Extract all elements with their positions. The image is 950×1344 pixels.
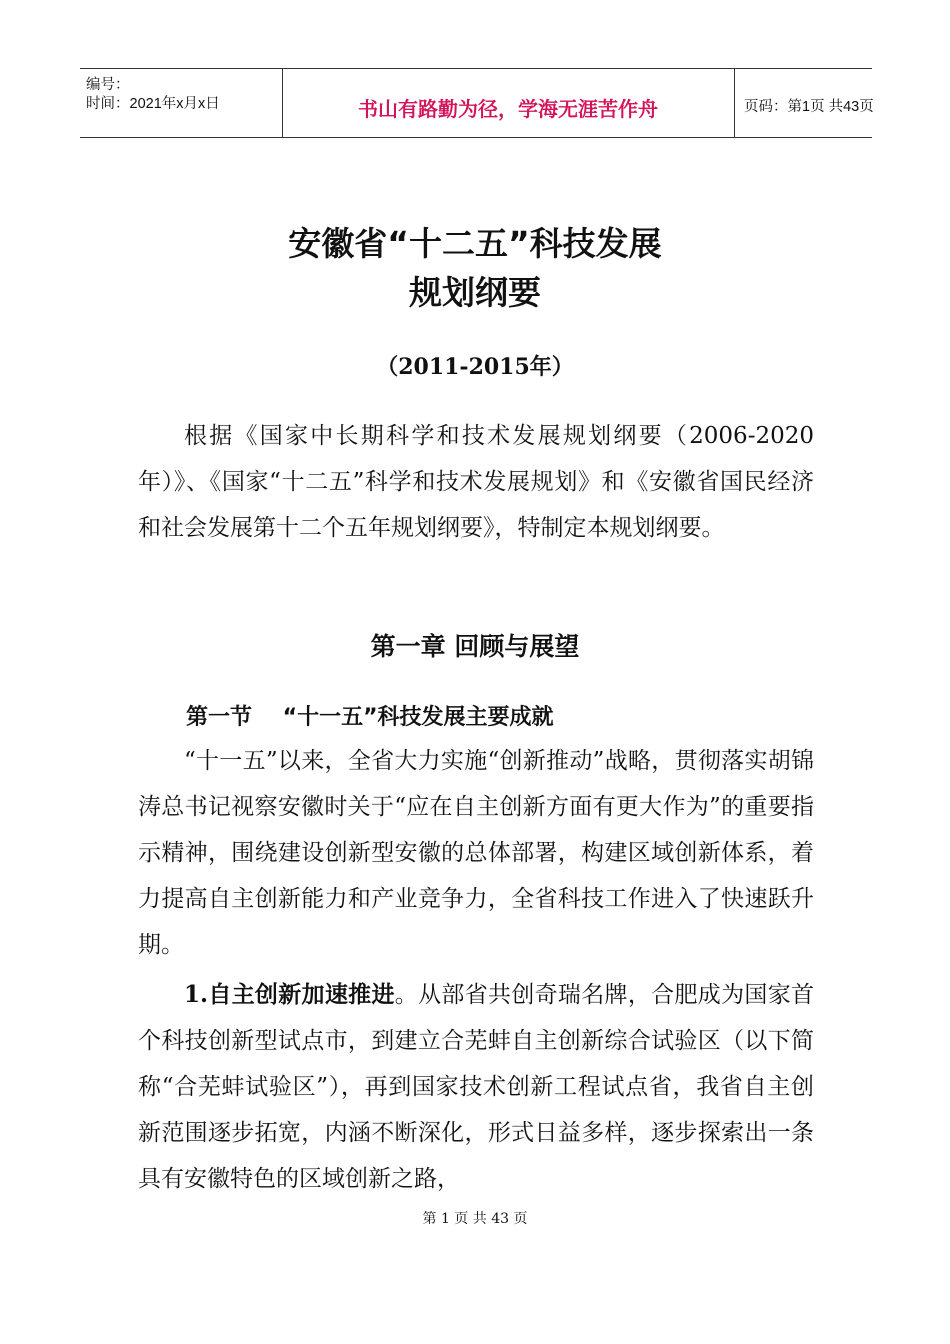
header-middle-cell	[282, 69, 735, 137]
date-label: 时间：2021年x月x日	[86, 96, 220, 112]
item1-text: 。从部省共创奇瑞名牌，合肥成为国家首个科技创新型试点市，到建立合芜蚌自主创新综合试验区（以下简称“合芜蚌试验区”），再到国家技术创新工程试点省，我省自主创新范围逐步拓宽，内涵不断深化，形式日益多样，逐步探索出一条具有安徽特色的区域创新之路，	[138, 982, 815, 1192]
number-label: 编号：	[86, 77, 130, 93]
item1-heading: 1.自主创新加速推进	[184, 981, 395, 1008]
intro-paragraph: 根据《国家中长期科学和技术发展规划纲要（2006-2020年）》、《国家“十二五”科学和技术发展规划》和《安徽省国民经济和社会发展第十二个五年规划纲要》，特制定本规划纲要。	[138, 423, 814, 541]
section-paragraph: “十一五”以来，全省大力实施“创新推动”战略，贯彻落实胡锦涛总书记视察安徽时关于“应在自主创新方面有更大作为”的重要指示精神，围绕建设创新型安徽的总体部署，构建区域创新体系，着力提高自主创新能力和产业竞争力，全省科技工作进入了快速跃升期。	[138, 748, 814, 958]
document-subtitle: （2011-2015年）	[376, 354, 574, 380]
section-heading: 第一节 “十一五”科技发展主要成就	[186, 705, 554, 730]
document-title-line1: 安徽省“十二五”科技发展	[288, 224, 662, 263]
document-title-line2: 规划纲要	[409, 273, 541, 312]
item1-paragraph	[138, 972, 814, 1202]
header-left-cell	[80, 69, 283, 137]
header-motto: 书山有路勤为径，学海无涯苦作舟	[358, 97, 658, 121]
page-footer: 第 1 页 共 43 页	[422, 1211, 528, 1227]
chapter-heading: 第一章 回顾与展望	[370, 632, 580, 661]
header-right-cell	[734, 69, 872, 137]
document-header	[80, 68, 872, 138]
header-page-info: 页码：第1页 共43页	[744, 99, 874, 115]
